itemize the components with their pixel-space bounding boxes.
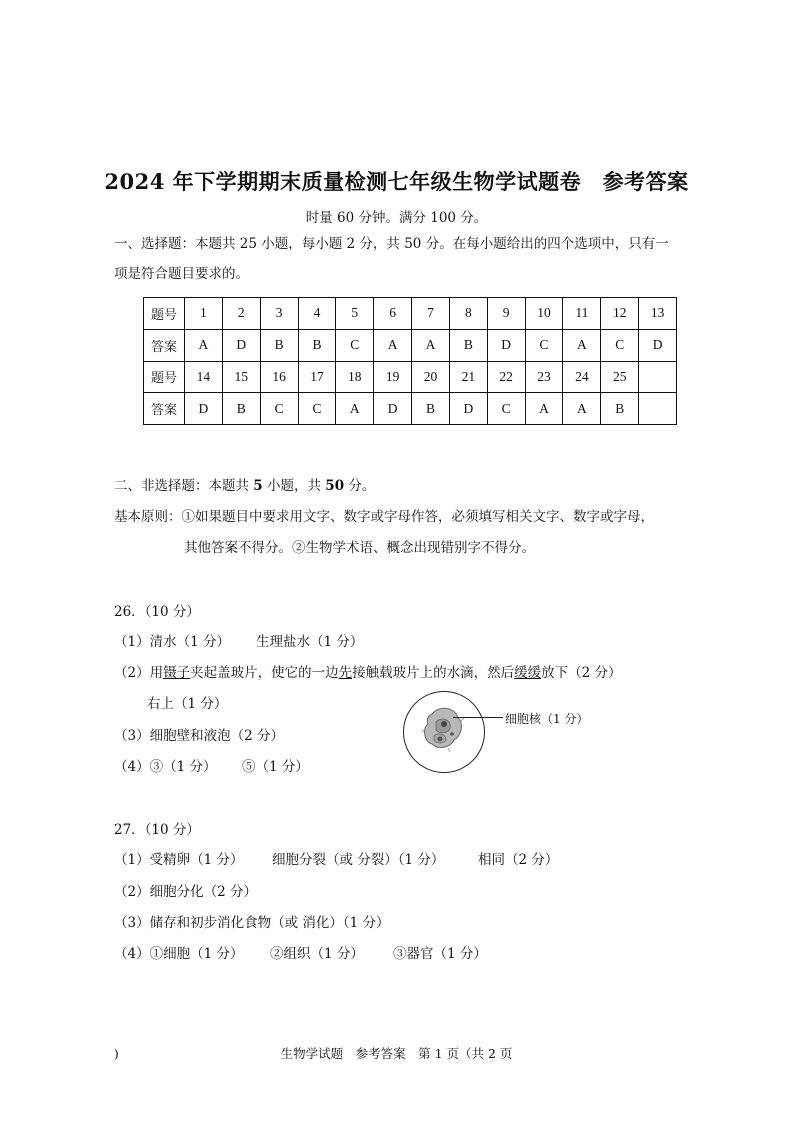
question-number-cell: 4 [298,298,336,330]
table-row [144,393,677,425]
cheek-cells-drawing [404,692,484,772]
answer-letter-cell: D [222,329,260,361]
q26-answer-3: （3）细胞壁和液泡（2 分） [114,728,284,744]
answer-letter-cell: A [374,329,412,361]
question-number-cell: 12 [601,298,639,330]
answer-letter-cell: D [639,329,677,361]
row-label: 答案 [144,393,185,425]
q26-heading: 26．（10 分） [114,604,200,620]
exam-info: 时量 60 分钟。满分 100 分。 [305,210,488,226]
answer-table [143,297,677,425]
question-number-cell: 3 [260,298,298,330]
question-number-cell: 5 [336,298,374,330]
answer-letter-cell: A [525,393,563,425]
question-number-cell: 19 [374,361,412,393]
q27-answer-1a: （1）受精卵（1 分） [114,852,244,868]
question-number-cell: 16 [260,361,298,393]
q27-answer-1c: 相同（2 分） [478,852,559,868]
answer-letter-cell: C [260,393,298,425]
microscope-field-figure [403,691,485,773]
question-number-cell: 6 [374,298,412,330]
q27-answer-4c: ③器官（1 分） [393,946,487,962]
answer-letter-cell: A [336,393,374,425]
answer-letter-cell: A [185,329,223,361]
answer-letter-cell: C [336,329,374,361]
page-title: 2024 年下学期期末质量检测七年级生物学试题卷 参考答案 [104,169,689,194]
question-number-cell: 8 [449,298,487,330]
question-number-cell: 15 [222,361,260,393]
answer-letter-cell: B [601,393,639,425]
question-number-cell: 21 [449,361,487,393]
question-number-cell: 24 [563,361,601,393]
answer-letter-cell: D [185,393,223,425]
answer-letter-cell: B [412,393,450,425]
answer-letter-cell: D [374,393,412,425]
answer-letter-cell: C [487,393,525,425]
answer-letter-cell: B [260,329,298,361]
section1-instruction-line1: 一、选择题：本题共 25 小题，每小题 2 分，共 50 分。在每小题给出的四个选项中，只有一 [114,236,669,252]
table-row [144,329,677,361]
row-label: 答案 [144,329,185,361]
nucleus-label: 细胞核（1 分） [505,712,589,726]
label-leader-line [453,717,503,718]
q27-answer-4b: ②组织（1 分） [270,946,364,962]
row-label: 题号 [144,298,185,330]
question-number-cell: 20 [412,361,450,393]
answer-letter-cell: C [298,393,336,425]
question-number-cell: 11 [563,298,601,330]
row-label: 题号 [144,361,185,393]
question-number-cell: 18 [336,361,374,393]
question-number-cell: 7 [412,298,450,330]
question-number-cell: 23 [525,361,563,393]
answer-letter-cell: A [563,329,601,361]
q27-answer-2: （2）细胞分化（2 分） [114,884,257,900]
section1-instruction-line2: 项是符合题目要求的。 [114,266,249,282]
answer-letter-cell: A [563,393,601,425]
question-number-cell: 25 [601,361,639,393]
footer-left-mark: ) [114,1047,119,1061]
q27-answer-4a: （4）①细胞（1 分） [114,946,244,962]
question-number-cell: 22 [487,361,525,393]
q26-answer-4a: （4）③（1 分） [114,759,217,775]
answer-letter-cell: A [412,329,450,361]
q26-answer-1b: 生理盐水（1 分） [256,634,364,650]
q26-answer-2: （2）用镊子夹起盖玻片，使它的一边先接触载玻片上的水滴，然后缓缓放下（2 分） [114,665,622,681]
q27-answer-3: （3）储存和初步消化食物（或 消化）（1 分） [114,915,390,931]
q27-heading: 27．（10 分） [114,822,200,838]
q26-answer-1a: （1）清水（1 分） [114,634,230,650]
answer-letter-cell: C [525,329,563,361]
section2-heading: 二、非选择题：本题共 5 小题，共 50 分。 [114,478,376,494]
table-row [144,361,677,393]
q26-answer-2b: 右上（1 分） [147,696,228,712]
question-number-cell: 9 [487,298,525,330]
answer-letter-cell [639,393,677,425]
answer-letter-cell: C [601,329,639,361]
answer-letter-cell: D [449,393,487,425]
answer-letter-cell: B [298,329,336,361]
q27-answer-1b: 细胞分裂（或 分裂）（1 分） [272,852,445,868]
table-row [144,298,677,330]
page-footer: 生物学试题 参考答案 第 1 页（共 2 页 [280,1046,513,1061]
question-number-cell: 17 [298,361,336,393]
question-number-cell: 2 [222,298,260,330]
answer-letter-cell: D [487,329,525,361]
question-number-cell: 14 [185,361,223,393]
answer-letter-cell: B [449,329,487,361]
question-number-cell: 10 [525,298,563,330]
grading-principle-line2: 其他答案不得分。②生物学术语、概念出现错别字不得分。 [184,540,535,556]
question-number-cell [639,361,677,393]
grading-principle-line1: 基本原则：①如果题目中要求用文字、数字或字母作答，必须填写相关文字、数字或字母， [114,509,654,525]
question-number-cell: 1 [185,298,223,330]
answer-letter-cell: B [222,393,260,425]
q26-answer-4b: ⑤（1 分） [242,759,309,775]
question-number-cell: 13 [639,298,677,330]
